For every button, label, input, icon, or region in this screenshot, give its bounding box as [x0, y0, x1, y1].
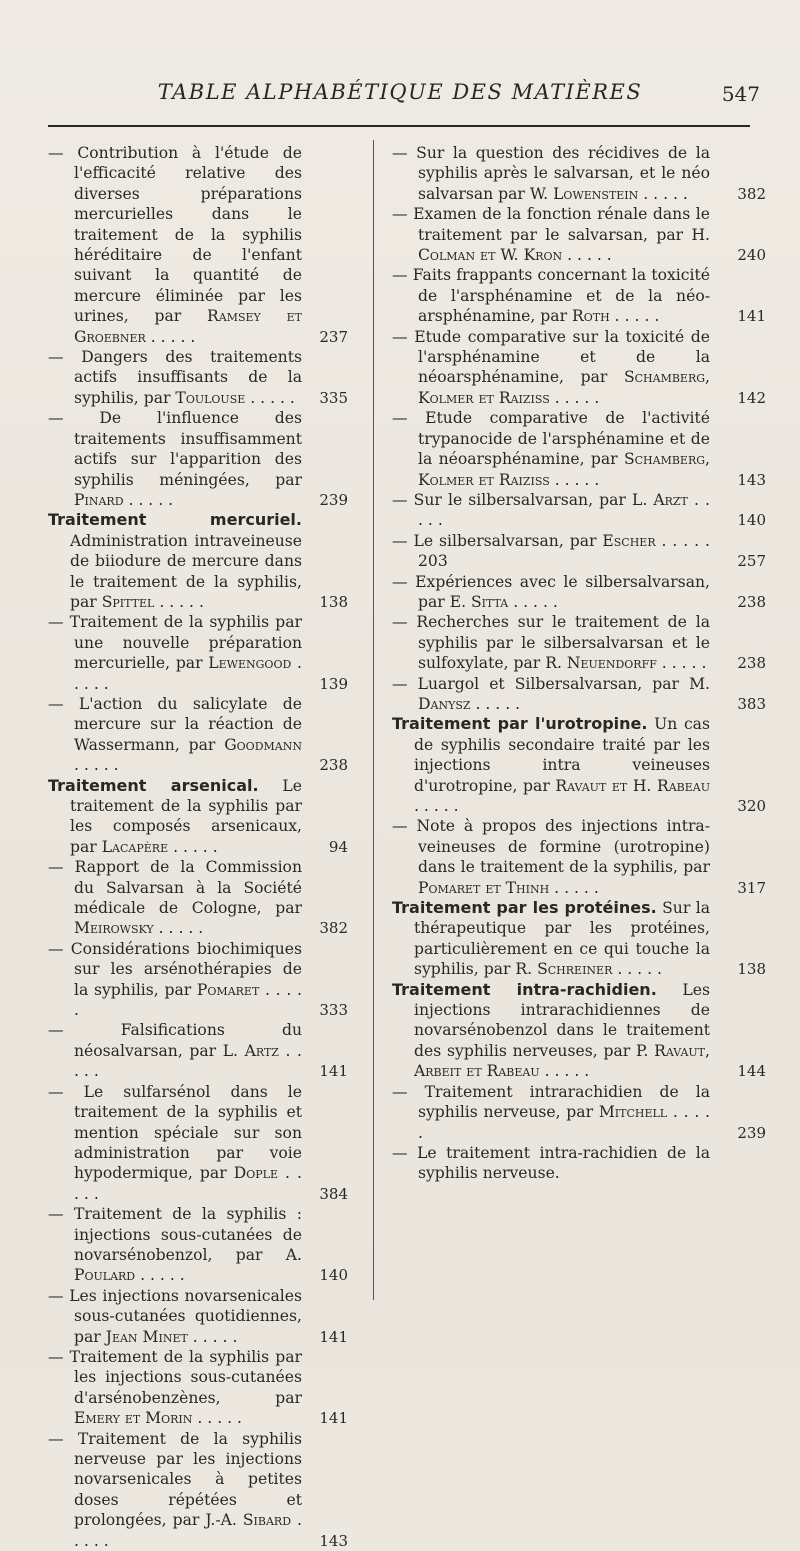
index-entry: — Traitement de la syphilis par une nouvelle préparation mercurielle, par Lewengood . . . . . 139 [48, 613, 348, 693]
entry-author: Toulouse [175, 388, 246, 407]
entry-page-number: 141 [319, 1062, 348, 1081]
index-entry: — Rapport de la Commission du Salvarsan à la Société médicale de Cologne, par Meirowsky . . . . . 382 [48, 858, 348, 938]
entry-text: — Le sulfarsénol dans le traitement de la syphilis et mention spéciale sur son administration par voie hypodermique, par [48, 1082, 302, 1183]
index-entry: Traitement intra-rachidien. Les injections intrarachidiennes de novarsénobenzol dans le traitement des syphilis nerveuses, par P. Ravaut, Arbeit et Rabeau . . . . . 144 [392, 979, 766, 1081]
entry-page-number: 382 [737, 184, 766, 203]
entry-author: Mitchell [598, 1103, 668, 1122]
entry-text: — Note à propos des injections intra-veineuses de formine (urotropine) dans le traitement de la syphilis, par [392, 817, 710, 877]
entry-page-number: 237 [319, 327, 348, 346]
entry-page-number: 333 [319, 1001, 348, 1020]
right-column [392, 143, 766, 1184]
entry-text: — Etude comparative sur la toxicité de l'arsphénamine et de la néoarsphénamine, par [392, 327, 710, 387]
index-entry: Traitement arsenical. Le traitement de la syphilis par les composés arsenicaux, par Lacapère . . . . . 94 [48, 775, 348, 856]
index-entry: — De l'influence des traitements insuffisamment actifs sur l'apparition des syphilis méningées, par Pinard . . . . . 239 [48, 409, 348, 509]
entry-author: Jean Minet [105, 1327, 188, 1346]
entry-page-number: 239 [737, 1123, 766, 1142]
index-entry: — Dangers des traitements actifs insuffisants de la syphilis, par Toulouse . . . . . 335 [48, 348, 348, 407]
index-entry: — Faits frappants concernant la toxicité de l'arsphénamine et de la néo-arsphénamine, par Roth . . . . . 141 [392, 266, 766, 326]
entry-page-number: 143 [319, 1531, 348, 1550]
entry-author: M. Danysz [418, 674, 710, 713]
entry-author: Schamberg, Kolmer et Raiziss [418, 368, 710, 407]
entry-text: — Considérations biochimiques sur les arsénothérapies de la syphilis, par [48, 939, 302, 999]
entry-text: — Les injections novarsenicales sous-cutanées quotidiennes, par [48, 1286, 302, 1346]
page-header [40, 80, 760, 110]
entry-heading: Traitement arsenical. [48, 775, 259, 795]
entry-text: — Traitement intrarachidien de la syphilis nerveuse, par [392, 1082, 710, 1122]
entry-text: — Recherches sur le traitement de la syphilis par le silbersalvarsan et le sulfoxylate, par [392, 613, 710, 673]
entry-text: — De l'influence des traitements insuffisamment actifs sur l'apparition des syphilis méningées, par [48, 409, 302, 489]
entry-page-number: 141 [319, 1409, 348, 1428]
entry-page-number: 138 [319, 592, 348, 611]
entry-author: Spittel [101, 592, 155, 611]
entry-text: — Le traitement intra-rachidien de la syphilis nerveuse. [392, 1143, 710, 1183]
index-entry: — Sur le silbersalvarsan, par L. Arzt . . . . . 140 [392, 490, 766, 530]
entry-page-number: 142 [737, 388, 766, 407]
entry-author: J.-A. Sibard [205, 1511, 292, 1530]
entry-page-number: 144 [737, 1062, 766, 1081]
entry-page-number: 139 [319, 674, 348, 693]
entry-author: Lewengood [208, 654, 292, 673]
entry-text: — Etude comparative de l'activité trypanocide de l'arsphénamine et de la néoarsphénamine, par [392, 409, 710, 469]
index-entry: — Luargol et Silbersalvarsan, par M. Danysz . . . . . 383 [392, 674, 766, 713]
entry-text: — Rapport de la Commission du Salvarsan à la Société médicale de Cologne, par [48, 858, 302, 918]
entry-text: — Le silbersalvarsan, par [392, 531, 597, 550]
entry-page-number: 384 [319, 1184, 348, 1203]
entry-text: — Faits frappants concernant la toxicité de l'arsphénamine et de la néo-arsphénamine, par [392, 266, 710, 326]
entry-page-number: 141 [319, 1327, 348, 1346]
entry-text: Le traitement de la syphilis par les composés arsenicaux, par [70, 776, 302, 856]
entry-page-number: 335 [319, 388, 348, 407]
entry-text: — Traitement de la syphilis nerveuse par les injections novarsenicales à petites doses répétées et prolongées, par [48, 1429, 302, 1530]
entry-text: — Expériences avec le silbersalvarsan, par [392, 572, 710, 611]
entry-text: — Falsifications du néosalvarsan, par [48, 1021, 302, 1060]
entry-author: Ramsey et Groebner [74, 307, 302, 346]
index-entry: — L'action du salicylate de mercure sur la réaction de Wassermann, par Goodmann . . . . . 238 [48, 694, 348, 775]
entry-author: Meirowsky [74, 919, 154, 938]
entry-heading: Traitement intra-rachidien. [392, 979, 657, 999]
entry-author: Pomaret [196, 980, 260, 999]
index-entry: — Expériences avec le silbersalvarsan, par E. Sitta . . . . . 238 [392, 572, 766, 611]
index-entry: — Falsifications du néosalvarsan, par L. Artz . . . . . 141 [48, 1021, 348, 1081]
entry-text: — Luargol et Silbersalvarsan, par [392, 674, 679, 693]
entry-page-number: 143 [737, 470, 766, 489]
entry-page-number: 138 [737, 960, 766, 979]
entry-author: Emery et Morin [74, 1409, 193, 1428]
entry-text: — Sur le silbersalvarsan, par [392, 490, 626, 509]
entry-text: Un cas de syphilis secondaire traité par les injections intra veineuses d'urotropine, par [414, 715, 710, 795]
entry-page-ref: 203 [418, 552, 448, 571]
entry-author: Pinard [74, 490, 124, 509]
index-entry: — Traitement de la syphilis : injections sous-cutanées de novarsénobenzol, par A. Poulard . . . . . 140 [48, 1205, 348, 1285]
entry-page-number: 141 [737, 307, 766, 326]
entry-heading: Traitement par l'urotropine. [392, 714, 648, 734]
entry-author: L. Arzt [631, 490, 688, 509]
entry-page-number: 238 [319, 756, 348, 775]
entry-author: P. Ravaut, Arbeit et Rabeau [414, 1041, 710, 1081]
entry-text: — L'action du salicylate de mercure sur la réaction de Wassermann, par [48, 694, 302, 754]
entry-page-number: 383 [737, 694, 766, 713]
entry-text: — Traitement de la syphilis par une nouvelle préparation mercurielle, par [48, 613, 302, 673]
index-entry: Traitement par l'urotropine. Un cas de syphilis secondaire traité par les injections intra veineuses d'urotropine, par Ravaut et H. Rabeau . . . . . 320 [392, 714, 766, 815]
entry-page-number: 382 [319, 919, 348, 938]
entry-author: Dople [233, 1164, 278, 1183]
index-entry: — Examen de la fonction rénale dans le traitement par le salvarsan, par H. Colman et W. Kron . . . . . 240 [392, 205, 766, 265]
index-entry: — Le sulfarsénol dans le traitement de la syphilis et mention spéciale sur son administration par voie hypodermique, par Dople . . . . . 384 [48, 1082, 348, 1203]
entry-page-number: 239 [319, 490, 348, 509]
entry-text: Sur la thérapeutique par les protéines, particulièrement en ce qui touche la syphilis, par [414, 899, 710, 979]
header-rule [48, 125, 750, 127]
entry-author: Goodmann [224, 735, 302, 754]
index-entry: Traitement mercuriel. Administration intraveineuse de biiodure de mercure dans le traitement de la syphilis, par Spittel . . . . . 138 [48, 510, 348, 611]
left-column [48, 143, 348, 1551]
entry-text: Les injections intrarachidiennes de novarsénobenzol dans le traitement des syphilis nerveuses, par [414, 980, 710, 1060]
entry-author: E. Sitta [449, 592, 509, 611]
column-divider [373, 140, 374, 1300]
entry-page-number: 94 [328, 837, 348, 856]
entry-author: L. Artz [222, 1041, 279, 1060]
entry-page-number: 317 [737, 878, 766, 897]
index-entry: — Note à propos des injections intra-veineuses de formine (urotropine) dans le traitement de la syphilis, par Pomaret et Thinh . . . . . 317 [392, 817, 766, 897]
index-entry: — Les injections novarsenicales sous-cutanées quotidiennes, par Jean Minet . . . . . 141 [48, 1286, 348, 1346]
entry-page-number: 238 [737, 654, 766, 673]
entry-author: Pomaret et Thinh [418, 878, 550, 897]
entry-heading: Traitement mercuriel. [48, 510, 302, 530]
entry-author: Roth [572, 307, 610, 326]
entry-text: — Dangers des traitements actifs insuffisants de la syphilis, par [48, 348, 302, 407]
entry-text: — Examen de la fonction rénale dans le traitement par le salvarsan, par [392, 205, 710, 244]
entry-text: — Contribution à l'étude de l'efficacité relative des diverses préparations mercurielles dans le traitement de la syphilis héréditaire de l'enfant suivant la quantité de mercure éliminée par les urines, par [48, 144, 302, 326]
running-title: TABLE ALPHABÉTIQUE DES MATIÈRES [157, 80, 643, 104]
entry-text: Administration intraveineuse de biiodure de mercure dans le traitement de la syphilis, par [70, 531, 302, 611]
index-entry: — Sur la question des récidives de la syphilis après le salvarsan, et le néo salvarsan par W. Lowenstein . . . . . 382 [392, 144, 766, 203]
entry-author: Ravaut et H. Rabeau [555, 776, 710, 795]
entry-author: Lacapère [101, 837, 169, 856]
entry-text: — Sur la question des récidives de la syphilis après le salvarsan, et le néo salvarsan par [392, 144, 710, 203]
index-entry: — Recherches sur le traitement de la syphilis par le silbersalvarsan et le sulfoxylate, par R. Neuendorff . . . . . 238 [392, 613, 766, 673]
entry-page-number: 257 [737, 552, 766, 571]
entry-author: H. Colman et W. Kron [418, 225, 710, 265]
index-entry: — Considérations biochimiques sur les arsénothérapies de la syphilis, par Pomaret . . . . . 333 [48, 939, 348, 1020]
entry-page-number: 140 [737, 511, 766, 530]
entry-text: — Traitement de la syphilis : injections sous-cutanées de novarsénobenzol, par [48, 1205, 302, 1264]
index-entry: — Etude comparative de l'activité trypanocide de l'arsphénamine et de la néoarsphénamine, par Schamberg, Kolmer et Raiziss . . . . . 143 [392, 409, 766, 489]
entry-author: Schamberg, Kolmer et Raiziss [418, 450, 710, 489]
entry-author: R. Schreiner [515, 960, 613, 979]
index-entry: — Etude comparative sur la toxicité de l'arsphénamine et de la néoarsphénamine, par Schamberg, Kolmer et Raiziss . . . . . 142 [392, 327, 766, 407]
entry-heading: Traitement par les protéines. [392, 898, 657, 918]
entry-author: W. Lowenstein [529, 184, 639, 203]
index-entry: Traitement par les protéines. Sur la thérapeutique par les protéines, particulièrement en ce qui touche la syphilis, par R. Schreiner . . . . . 138 [392, 898, 766, 979]
entry-text: — Traitement de la syphilis par les injections sous-cutanées d'arsénobenzènes, par [48, 1347, 302, 1407]
index-entry: — Contribution à l'étude de l'efficacité relative des diverses préparations mercurielles dans le traitement de la syphilis héréditaire de l'enfant suivant la quantité de mercure éliminée par les urines, par Ramsey et Groebner . . . . . 237 [48, 144, 348, 346]
entry-page-number: 140 [319, 1266, 348, 1285]
index-entry: — Traitement intrarachidien de la syphilis nerveuse, par Mitchell . . . . . 239 [392, 1082, 766, 1142]
entry-author: Escher [602, 531, 656, 550]
entry-author: A. Poulard [74, 1245, 302, 1285]
page-number: 547 [721, 82, 760, 106]
entry-page-number: 320 [737, 797, 766, 815]
entry-page-number: 240 [737, 246, 766, 265]
entry-author: R. Neuendorff [545, 654, 657, 673]
index-entry: — Traitement de la syphilis par les injections sous-cutanées d'arsénobenzènes, par Emery et Morin . . . . . 141 [48, 1347, 348, 1428]
index-entry: — Le silbersalvarsan, par Escher . . . . . 203 257 [392, 531, 766, 571]
index-entry [392, 1143, 710, 1184]
entry-page-number: 238 [737, 592, 766, 611]
index-entry: — Traitement de la syphilis nerveuse par les injections novarsenicales à petites doses répétées et prolongées, par J.-A. Sibard . . . . . 143 [48, 1429, 348, 1550]
